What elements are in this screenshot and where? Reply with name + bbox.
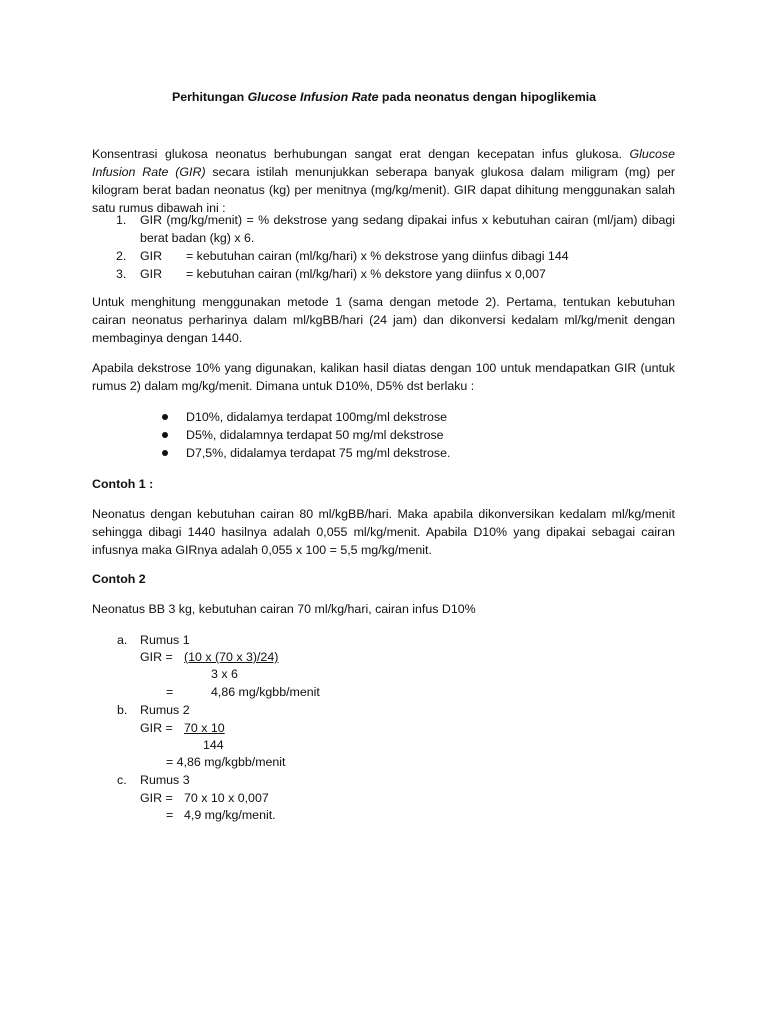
title-suffix: pada neonatus dengan hipoglikemia	[378, 90, 597, 104]
rumus2-denominator: 144	[203, 738, 224, 752]
dextrose-bullet-list	[160, 408, 560, 462]
bullet-text: D10%, didalamya terdapat 100mg/ml dekstrose	[186, 410, 448, 424]
bullet-dot-icon	[162, 414, 168, 420]
formula-number: 2.	[116, 249, 127, 263]
title-prefix: Perhitungan	[171, 90, 248, 104]
formula-item-2	[92, 247, 675, 265]
rumus2-result: = 4,86 mg/kgbb/menit	[166, 755, 286, 769]
rumus2-numerator: 70 x 10	[184, 721, 225, 735]
intro-paragraph	[92, 145, 675, 217]
formula-number: 1.	[116, 213, 127, 227]
rumus3-letter: c.	[117, 773, 127, 787]
intro-italic: Glucose Infusion Rate (GIR)	[92, 147, 675, 179]
formula-list	[92, 211, 675, 283]
intro-text-1: Konsentrasi glukosa neonatus berhubungan sangat erat dengan kecepatan infus glukosa.	[92, 147, 630, 161]
rumus3-equals: =	[166, 808, 174, 822]
example1-paragraph: Neonatus dengan kebutuhan cairan 80 ml/kgBB/hari. Maka apabila dikonversikan kedalam ml/kg/menit sehingga dibagi 1440 hasilnya adalah 0,055 ml/kg/menit. Apabila D10% yang dipakai sebagai cairan infusnya maka GIRnya adalah 0,055 x 100 = 5,5 mg/kg/menit.	[92, 507, 675, 557]
dextrose-paragraph: Apabila dekstrose 10% yang digunakan, kalikan hasil diatas dengan 100 untuk mendapatkan GIR (untuk rumus 2) dalam mg/kg/menit. Dimana untuk D10%, D5% dst berlaku :	[92, 361, 675, 393]
formula-text: = kebutuhan cairan (ml/kg/hari) x % dekstrose yang diinfus dibagi 144	[186, 249, 569, 263]
rumus1-denominator: 3 x 6	[211, 667, 238, 681]
bullet-item	[160, 444, 560, 462]
rumus3-result: 4,9 mg/kg/menit.	[184, 808, 276, 822]
formula-label: GIR	[140, 267, 163, 281]
rumus1-title: Rumus 1	[140, 633, 190, 647]
rumus1-letter: a.	[117, 633, 128, 647]
bullet-dot-icon	[162, 432, 168, 438]
formula-text: = kebutuhan cairan (ml/kg/hari) x % dekstore yang diinfus x 0,007	[186, 267, 546, 281]
formula-item-1	[92, 211, 675, 247]
rumus2-letter: b.	[117, 703, 128, 717]
formula-text: GIR (mg/kg/menit) = % dekstrose yang sedang dipakai infus x kebutuhan cairan (ml/jam) dibagi berat badan (kg) x 6.	[140, 213, 675, 245]
bullet-dot-icon	[162, 450, 168, 456]
rumus2-gir-label: GIR =	[140, 721, 173, 735]
formula-item-3	[92, 265, 675, 283]
rumus3-title: Rumus 3	[140, 773, 190, 787]
title-italic: Glucose Infusion Rate	[247, 90, 379, 104]
rumus1-equals: =	[166, 685, 174, 699]
bullet-text: D7,5%, didalamya terdapat 75 mg/ml dekstrose.	[186, 446, 451, 460]
formula-number: 3.	[116, 267, 127, 281]
example2-heading: Contoh 2	[92, 572, 146, 586]
intro-text-2: secara istilah menunjukkan seberapa banyak glukosa dalam miligram (mg) per kilogram berat badan neonatus (kg) per menitnya (mg/kg/menit). GIR dapat dihitung menggunakan salah satu rumus dibawah ini :	[92, 165, 675, 215]
rumus1-gir-label: GIR =	[140, 650, 173, 664]
rumus3-expression: 70 x 10 x 0,007	[184, 791, 269, 805]
bullet-text: D5%, didalamnya terdapat 50 mg/ml dekstrose	[186, 428, 444, 442]
example2-intro: Neonatus BB 3 kg, kebutuhan cairan 70 ml/kg/hari, cairan infus D10%	[92, 602, 476, 616]
bullet-item	[160, 426, 560, 444]
method-paragraph: Untuk menghitung menggunakan metode 1 (sama dengan metode 2). Pertama, tentukan kebutuhan cairan neonatus perharinya dalam ml/kgBB/hari (24 jam) dan dikonversi kedalam ml/kg/menit dengan membaginya dengan 1440.	[92, 295, 675, 345]
example1-heading: Contoh 1 :	[92, 477, 154, 491]
document-title	[0, 88, 768, 106]
rumus1-numerator: (10 x (70 x 3)/24)	[184, 650, 279, 664]
bullet-item	[160, 408, 560, 426]
rumus1-result: 4,86 mg/kgbb/menit	[211, 685, 320, 699]
rumus3-gir-label: GIR =	[140, 791, 173, 805]
rumus2-title: Rumus 2	[140, 703, 190, 717]
formula-label: GIR	[140, 249, 163, 263]
